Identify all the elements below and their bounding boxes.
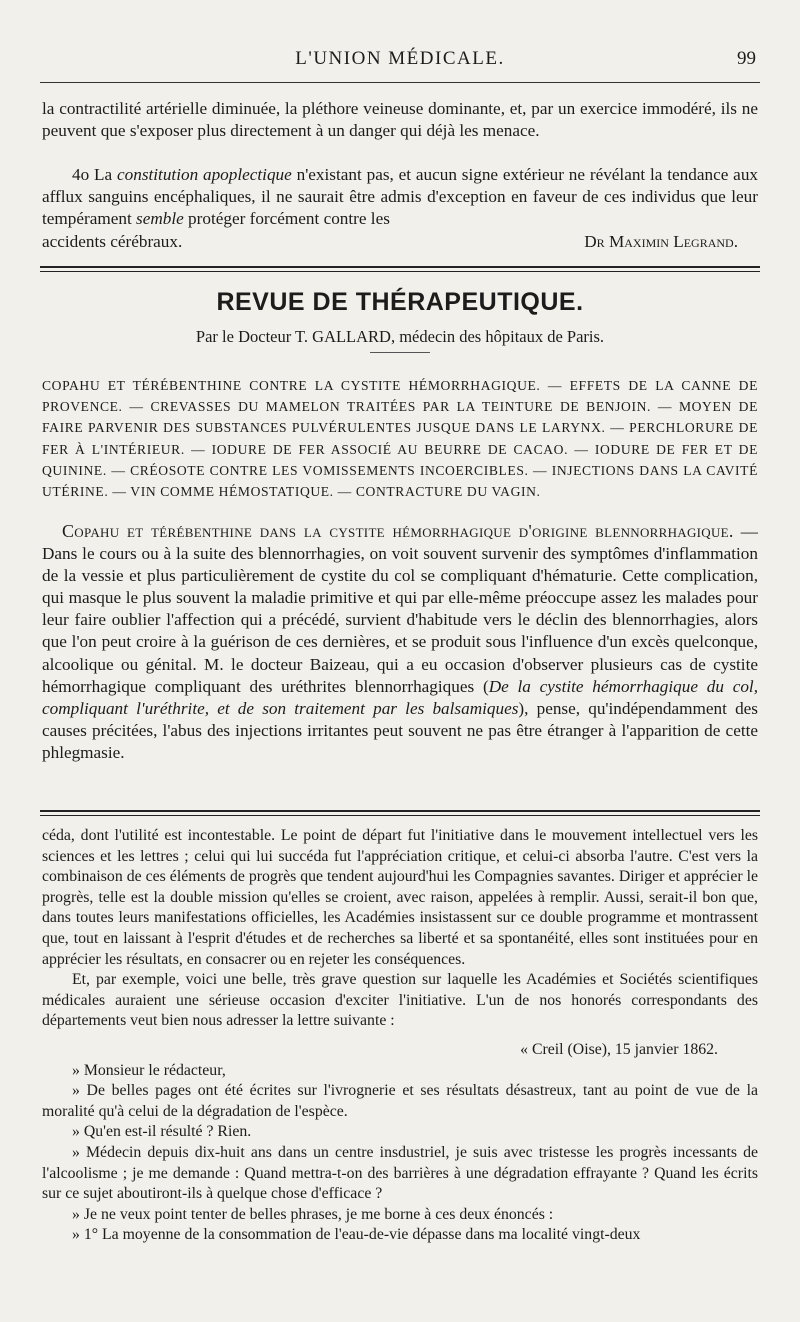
- article-summary: COPAHU ET TÉRÉBENTHINE CONTRE LA CYSTITE HÉMORRHAGIQUE. — EFFETS DE LA CANNE DE PROVENCE. — CREVASSES DU MAMELON TRAITÉES PAR LA TEINTURE DE BENJOIN. — MOYEN DE FAIRE PARVENIR DES SUBSTANCES PULVÉRULENTES JUSQUE DANS LE LARYNX. — PERCHLORURE DE FER À L'INTÉRIEUR. — IODURE DE FER ASSOCIÉ AU BEURRE DE CACAO. — IODURE DE FER ET DE QUININE. — CRÉOSOTE CONTRE LES VOMISSEMENTS INCOERCIBLES. — INJECTIONS DANS LA CAVITÉ UTÉRINE. — VIN COMME HÉMOSTATIQUE. — CONTRACTURE DU VAGIN.: [42, 378, 758, 500]
- intro-p2-text: n'existant pas, et aucun signe extérieur ne révélant la tendance aux afflux sanguins encéphaliques, il ne saurait être admis d'exception en faveur de ces individus que leur tempérament: [42, 165, 759, 229]
- section-paragraph: [42, 520, 758, 764]
- byline-rule: [370, 352, 430, 353]
- intro-p2-emphasis: constitution apoplectique: [117, 165, 292, 184]
- letter-line-1: » De belles pages ont été écrites sur l'ivrognerie et ses résultats désastreux, tant au point de vue de la moralité qu'à celui de la dégradation de l'espèce.: [42, 1082, 758, 1120]
- running-head: [40, 48, 760, 72]
- letter-line-3: » Médecin depuis dix-huit ans dans un centre insdustriel, je suis avec tristesse les progrès incessants de l'alcoolisme ; je me demande : Quand mettra-t-on des barrières à une dégradation effrayante ? Quand les écrits sur ce sujet aboutiront-ils à quelque chose d'efficace ?: [42, 1143, 758, 1203]
- letter-date: « Creil (Oise), 15 janvier 1862.: [520, 1040, 718, 1058]
- intro-paragraph-2: [42, 164, 758, 230]
- section-body-2: ), pense, qu'indépendamment des causes précitées, l'abus des injections irritantes peut souvent ne pas être étranger à l'apparition de cette phlegmasie.: [42, 698, 758, 762]
- section-body-1: — Dans le cours ou à la suite des blennorrhagies, on voit souvent survenir des symptômes d'inflammation de la vessie et plus particulièrement de cystite du col se compliquant d'hématurie. Cette complication, qui masque le plus souvent la maladie primitive et qui par elle-même préoccupe assez les malades pour leur faire oublier l'affection qui a précédé, survient d'habitude vers le déclin des blennorrhagies, alors que l'on peut croire à la guérison de ces dernières, et se produit sous l'influence d'un excès quelconque, alcoolique ou génital. M. le docteur Baizeau, qui a eu occasion d'observer plusieurs cas de cystite hémorrhagique compliquant des uréthrites blennorrhagiques (: [42, 522, 758, 696]
- intro-p2-number: 4o La: [72, 165, 117, 184]
- feuilleton: [42, 826, 758, 1246]
- feuilleton-paragraph-1: céda, dont l'utilité est incontestable. Le point de départ fut l'initiative dans le mouvement intellectuel vers les sciences et les lettres ; celui qui lui succéda fut l'appréciation critique, et celui-ci absorba l'autre. C'est vers la combinaison de ces éléments de progrès que tendent aujourd'hui les Compagnies savantes. Diriger et apprécier le progrès, telle est la double mission qu'elles se croient, avec raison, appelées à remplir. Aussi, serait-il bon que, dans toutes leurs manifestations officielles, les Académies insistassent sur ce double programme et montrassent que, tout en laissant à l'esprit d'études et de recherches sa liberté et sa spontanéité, elles sont instituées pour en apprécier les résultats, en consacrer ou en rejeter les conséquences.: [42, 827, 758, 968]
- intro-p2-end: protéger forcément contre les: [183, 209, 390, 229]
- section-heading: Copahu et térébenthine dans la cystite hémorrhagique d'origine blennorrhagique.: [62, 521, 734, 541]
- letter-salutation: » Monsieur le rédacteur,: [72, 1061, 226, 1079]
- header-rule: [40, 82, 760, 83]
- intro-last-line: accidents cérébraux.: [42, 232, 183, 251]
- letter-line-4: » Je ne veux point tenter de belles phrases, je me borne à ces deux énoncés :: [72, 1205, 554, 1223]
- intro-paragraph-1-text: la contractilité artérielle diminuée, la pléthore veineuse dominante, et, par un exercice immodéré, ils ne peuvent que s'exposer plus directement à un danger qui déjà les menace.: [42, 99, 758, 141]
- letter-line-5: » 1° La moyenne de la consommation de l'eau-de-vie dépasse dans ma localité vingt-deux: [72, 1226, 641, 1244]
- letter-line-2: » Qu'en est-il résulté ? Rien.: [72, 1123, 252, 1141]
- feuilleton-paragraph-2: Et, par exemple, voici une belle, très grave question sur laquelle les Académies et Sociétés scientifiques médicales auraient une sérieuse occasion d'exciter l'initiative. L'un de nos honorés correspondants des départements veut bien nous adresser la lettre suivante :: [42, 971, 758, 1030]
- section-citation: De la cystite hémorrhagique du col, compliquant l'uréthrite, et de son traitement par les balsamiques: [42, 676, 758, 718]
- author-signature: Dr Maximin Legrand.: [584, 232, 738, 251]
- running-title: L'UNION MÉDICALE.: [295, 48, 505, 69]
- article-byline: Par le Docteur T. GALLARD, médecin des hôpitaux de Paris.: [195, 327, 605, 346]
- intro-paragraph-1: [42, 98, 758, 142]
- page-number: 99: [737, 48, 756, 69]
- intro-p2-emphasis-2: semble: [136, 209, 184, 229]
- feuilleton-divider: [40, 810, 760, 816]
- section-divider: [40, 266, 760, 272]
- journal-page: [40, 0, 760, 1322]
- article-title: REVUE DE THÉRAPEUTIQUE.: [216, 288, 584, 316]
